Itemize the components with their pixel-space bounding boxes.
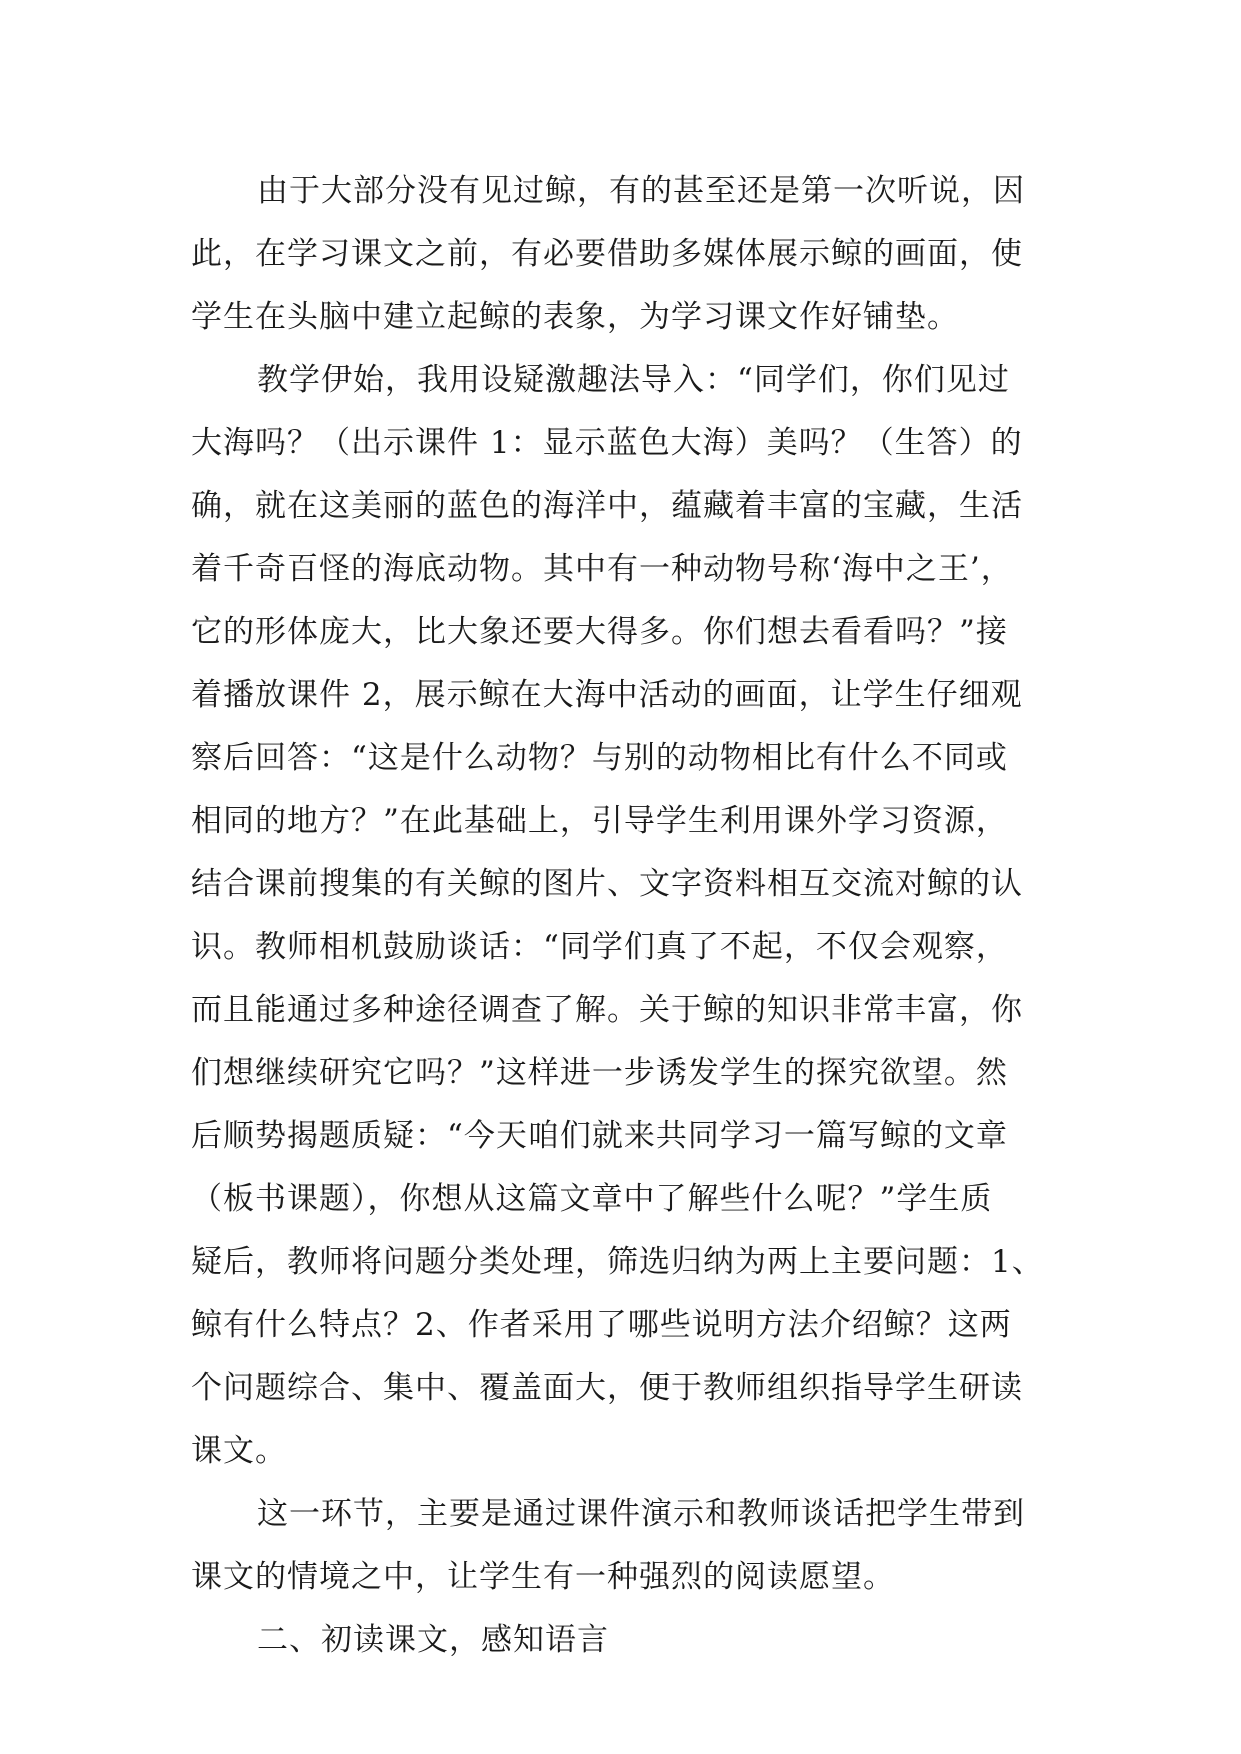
section-heading: 二、初读课文，感知语言 bbox=[257, 1622, 609, 1658]
paragraph-line: 大海吗？（出示课件 1：显示蓝色大海）美吗？（生答）的 bbox=[191, 425, 1023, 461]
paragraph-line: 们想继续研究它吗？”这样进一步诱发学生的探究欲望。然 bbox=[191, 1055, 1008, 1091]
paragraph-line: 这一环节，主要是通过课件演示和教师谈话把学生带到 bbox=[257, 1496, 1025, 1532]
paragraph-line: 着千奇百怪的海底动物。其中有一种动物号称‘海中之王’， bbox=[191, 551, 1013, 587]
paragraph-line: 疑后，教师将问题分类处理，筛选归纳为两上主要问题：1、 bbox=[191, 1244, 1044, 1280]
body-text bbox=[191, 160, 1071, 1672]
paragraph-line: （板书课题），你想从这篇文章中了解些什么呢？”学生质 bbox=[191, 1181, 993, 1217]
paragraph-line: 识。教师相机鼓励谈话：“同学们真了不起，不仅会观察， bbox=[191, 929, 1008, 965]
paragraph-line: 学生在头脑中建立起鲸的表象，为学习课文作好铺垫。 bbox=[191, 299, 959, 335]
paragraph-line: 察后回答：“这是什么动物？与别的动物相比有什么不同或 bbox=[191, 740, 1008, 776]
paragraph-line: 课文的情境之中，让学生有一种强烈的阅读愿望。 bbox=[191, 1559, 895, 1595]
paragraph-line: 而且能通过多种途径调查了解。关于鲸的知识非常丰富，你 bbox=[191, 992, 1023, 1028]
paragraph-line: 确，就在这美丽的蓝色的海洋中，蕴藏着丰富的宝藏，生活 bbox=[191, 488, 1023, 524]
paragraph-line: 它的形体庞大，比大象还要大得多。你们想去看看吗？”接 bbox=[191, 614, 1008, 650]
paragraph-line: 后顺势揭题质疑：“今天咱们就来共同学习一篇写鲸的文章 bbox=[191, 1118, 1008, 1154]
paragraph-line: 鲸有什么特点？2、作者采用了哪些说明方法介绍鲸？这两 bbox=[191, 1307, 1012, 1343]
paragraph-line: 相同的地方？”在此基础上，引导学生利用课外学习资源， bbox=[191, 803, 1008, 839]
paragraph-line: 个问题综合、集中、覆盖面大，便于教师组织指导学生研读 bbox=[191, 1370, 1023, 1406]
paragraph-line: 结合课前搜集的有关鲸的图片、文字资料相互交流对鲸的认 bbox=[191, 866, 1023, 902]
paragraph-line: 由于大部分没有见过鲸，有的甚至还是第一次听说，因 bbox=[257, 173, 1025, 209]
paragraph-line: 教学伊始，我用设疑激趣法导入：“同学们，你们见过 bbox=[257, 362, 1010, 398]
paragraph-line: 着播放课件 2，展示鲸在大海中活动的画面，让学生仔细观 bbox=[191, 677, 1023, 713]
paragraph-line: 此，在学习课文之前，有必要借助多媒体展示鲸的画面，使 bbox=[191, 236, 1023, 272]
paragraph-line: 课文。 bbox=[191, 1433, 287, 1469]
